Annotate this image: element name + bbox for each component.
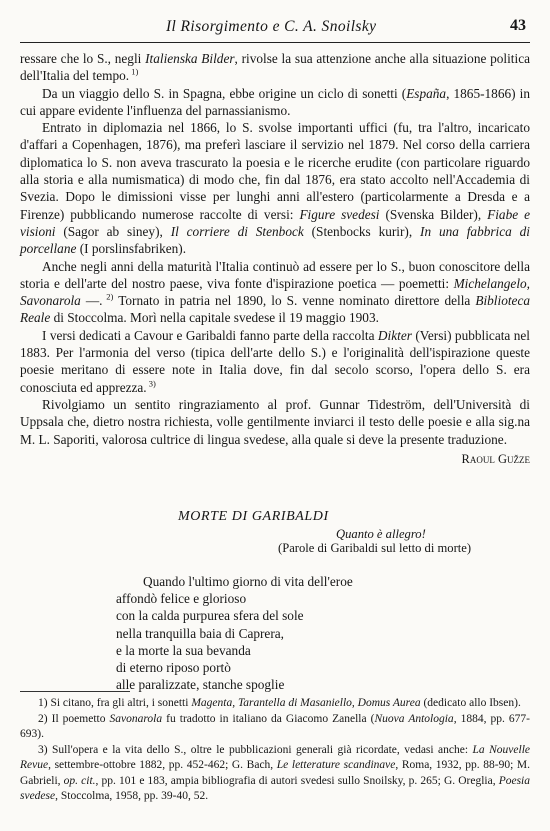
text-run: Rivolgiamo un sentito ringraziamento al prof. Gunnar Tideström, dell'Università di Uppsala che, dietro nostra richiesta, volle gentilmente inviarci il testo delle poesie e alla sig.na M. L. Saporiti, valorosa cultrice di lingua svedese, alla quale si deve la presente traduzione.: [20, 396, 530, 447]
text-run: , Roma, 1932, pp. 88-90; M. Gabrieli,: [20, 759, 530, 787]
text-run: (Svenska Bilder),: [379, 206, 488, 222]
italic-run: Il corriere di Stenbock: [170, 223, 304, 239]
text-run: Tornato in patria nel 1890, lo S. venne nominato direttore della: [113, 293, 476, 309]
italic-run: In una fabbrica di porcellane: [20, 223, 530, 257]
text-run: , Stoccolma, 1958, pp. 39-40, 52.: [55, 790, 209, 802]
text-run: , pp. 101 e 183, ampia bibliografia di autori svedesi sullo Snoilsky, p. 265; G. Oreglia,: [95, 774, 499, 787]
italic-run: Dikter: [377, 327, 412, 343]
italic-run: España: [406, 85, 447, 101]
running-header: [18, 16, 528, 38]
text-run: , 1865-1866) in cui appare evidente l'influenza del parnassianismo.: [20, 85, 530, 118]
poem-epigraph-note: (Parole di Garibaldi sul letto di morte): [278, 541, 472, 555]
italic-run: Michelangelo, Savonarola: [20, 275, 530, 309]
footnote-rule: [20, 691, 130, 692]
text-run: 2) Il poemetto: [38, 712, 110, 725]
footnotes: [20, 696, 530, 805]
poem-line: di eterno riposo portò: [116, 660, 231, 676]
italic-run: Italienska Bilder: [145, 51, 235, 66]
italic-run: Figure svedesi: [299, 206, 380, 222]
paragraph: [20, 119, 530, 257]
footnote-ref: 3): [146, 378, 156, 389]
text-run: (Versi) pubblicata nel 1883. Per l'armonia del verso (tipica dell'arte dello S.) e l'originalità dell'ispirazione queste poesie meritano di essere note in Italia dove, fin dal secolo scorso, l'opera dello S. era conosciuta ed apprezza.: [20, 327, 530, 395]
text-run: , rivolse la sua attenzione anche alla situazione politica dell'Italia del tempo.: [20, 51, 530, 84]
italic-run: Savonarola: [109, 712, 163, 725]
author-signature: Raoul Gužze: [461, 451, 530, 466]
paragraph: [20, 85, 530, 120]
running-title: Il Risorgimento e C. A. Snoilsky: [166, 18, 377, 35]
text-run: I versi dedicati a Cavour e Garibaldi fanno parte della raccolta: [42, 327, 378, 343]
italic-run: Poesia svedese: [20, 774, 531, 802]
text-run: Da un viaggio dello S. in Spagna, ebbe origine un ciclo di sonetti (: [42, 85, 407, 101]
footnote: [20, 743, 530, 805]
footnote-ref: 1): [129, 66, 139, 77]
italic-run: Fiabe e visioni: [20, 206, 530, 239]
paragraph: [20, 327, 530, 396]
poem-title: MORTE DI GARIBALDI: [178, 509, 329, 524]
footnote-ref: 2): [102, 291, 114, 302]
text-run: Anche negli anni della maturità l'Italia continuò ad essere per lo S., buon conoscitore della storia e dell'arte del nostro paese, viva fonte d'ispirazione poetica — poemetti:: [20, 258, 530, 291]
footnote: [20, 696, 530, 712]
article-body: [20, 50, 530, 468]
paragraph: [20, 396, 530, 448]
header-rule: [20, 42, 530, 43]
italic-run: op. cit.: [63, 774, 96, 787]
footnote: [20, 712, 530, 743]
poem-line: nella tranquilla baia di Caprera,: [116, 625, 284, 641]
text-run: ressare che lo S., negli: [20, 51, 146, 66]
text-run: , 1884, pp. 677-693).: [20, 712, 530, 740]
italic-run: Nuova Antologia: [374, 712, 454, 725]
italic-run: Le letterature scandinave: [276, 759, 396, 771]
text-run: , settembre-ottobre 1882, pp. 452-462; G. Bach,: [48, 759, 277, 771]
poem-line: alle paralizzate, stanche spoglie: [116, 677, 285, 693]
poem-text: [116, 573, 353, 693]
poem-epigraph-quote: Quanto è allegro!: [336, 527, 426, 541]
italic-run: Biblioteca Reale: [20, 293, 530, 326]
poem-line: Quando l'ultimo giorno di vita dell'eroe: [143, 574, 353, 589]
text-run: 1) Si citano, fra gli altri, i sonetti: [38, 697, 192, 709]
text-run: —.: [80, 293, 103, 309]
poem-line: affondò felice e glorioso: [116, 591, 247, 607]
italic-run: La Nouvelle Revue: [20, 743, 530, 771]
text-run: Entrato in diplomazia nel 1866, lo S. svolse importanti uffici (fu, tra l'altro, incaricato d'affari a Copenhagen, 1876), ma preferì lasciare il servizio nel 1879. Nel corso della carriera diplomatica lo S. non aveva trascurato la poesia e le ricerche erudite (con particolare riguardo alla storia e alla numismatica) di modo che, fin dal 1876, era stato accolto nell'Accademia di Svezia. Dopo le dimissioni visse per lunghi anni all'estero (particolarmente a Dresda e a Firenze) pubblicando numerose raccolte di versi:: [20, 120, 530, 222]
text-run: (Sagor ab siney),: [55, 223, 171, 239]
page-number: 43: [510, 17, 526, 34]
text-run: (Stenbocks kurir),: [303, 223, 421, 239]
poem-line: con la calda purpurea sfera del sole: [116, 608, 304, 624]
text-run: (dedicato allo Ibsen).: [420, 697, 521, 709]
italic-run: Magenta, Tarantella di Masaniello, Domus Aurea: [191, 697, 421, 709]
poem-line: e la morte la sua bevanda: [116, 642, 251, 658]
text-run: 3) Sull'opera e la vita dello S., oltre le pubblicazioni generali già ricordate, vedasi anche:: [38, 743, 473, 756]
text-run: di Stoccolma. Morì nella capitale svedese il 19 maggio 1903.: [50, 310, 379, 326]
paragraph: [20, 258, 530, 327]
text-run: (I porslinsfabriken).: [76, 241, 187, 257]
text-run: fu tradotto in italiano da Giacomo Zanella (: [162, 712, 375, 725]
paragraph: [20, 50, 530, 85]
